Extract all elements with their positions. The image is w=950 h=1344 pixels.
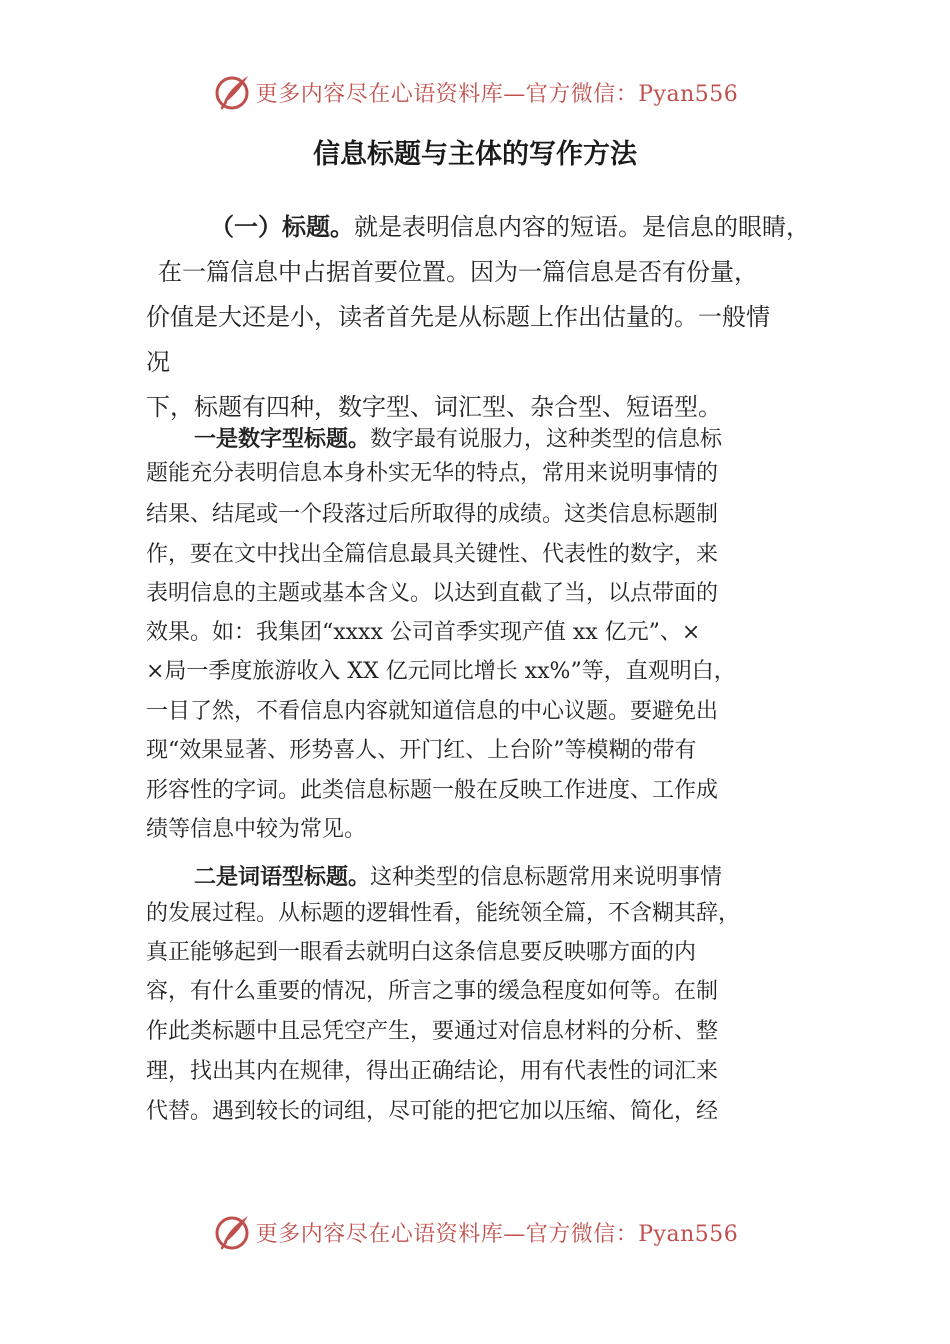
- section-heading-title: （一）标题。: [210, 213, 354, 241]
- feather-pen-logo-icon: [212, 72, 252, 112]
- feather-pen-logo-icon: [212, 1212, 252, 1252]
- banner-wechat-text: 官方微信：Pyan556: [525, 1221, 739, 1247]
- paragraph-2-line-4: 作，要在文中找出全篇信息最具关键性、代表性的数字，来: [146, 542, 719, 567]
- paragraph-1-line-2: 在一篇信息中占据首要位置。因为一篇信息是否有份量，: [158, 258, 758, 286]
- paragraph-3-line-3: 真正能够起到一眼看去就明白这条信息要反映哪方面的内: [146, 940, 697, 965]
- paragraph-2-line-5: 表明信息的主题或基本含义。以达到直截了当，以点带面的: [146, 581, 719, 606]
- paragraph-2-line-1: 一是数字型标题。数字最有说服力，这种类型的信息标: [194, 427, 723, 452]
- paragraph-1-line-4: 况: [146, 348, 170, 376]
- paragraph-3-line-5: 作此类标题中且忌凭空产生，要通过对信息材料的分析、整: [146, 1019, 719, 1044]
- banner-main-text: 更多内容尽在心语资料库: [255, 81, 504, 107]
- paragraph-1-line-3: 价值是大还是小，读者首先是从标题上作出估量的。一般情: [146, 303, 770, 331]
- paragraph-2-line-11: 绩等信息中较为常见。: [146, 817, 367, 842]
- subheading-numeric-title: 一是数字型标题。: [194, 427, 371, 452]
- paragraph-2-line-3: 结果、结尾或一个段落过后所取得的成绩。这类信息标题制: [146, 502, 719, 527]
- paragraph-1-line-5: 下，标题有四种，数字型、词汇型、杂合型、短语型。: [146, 393, 722, 421]
- page-title: 信息标题与主体的写作方法: [313, 139, 637, 170]
- banner-dash: —: [503, 81, 526, 107]
- banner-main-text: 更多内容尽在心语资料库: [255, 1221, 504, 1247]
- paragraph-2-line-10: 形容性的字词。此类信息标题一般在反映工作进度、工作成: [146, 778, 719, 803]
- paragraph-3-line-4: 容，有什么重要的情况，所言之事的缓急程度如何等。在制: [146, 979, 719, 1004]
- paragraph-2-line-2: 题能充分表明信息本身朴实无华的特点，常用来说明事情的: [146, 461, 719, 486]
- header-banner: [0, 70, 950, 114]
- subheading-word-title: 二是词语型标题。: [194, 865, 371, 890]
- paragraph-3-line-7: 代替。遇到较长的词组，尽可能的把它加以压缩、简化，经: [146, 1099, 719, 1124]
- paragraph-2-line-7: ×局一季度旅游收入 XX 亿元同比增长 xx%”等，直观明白，: [146, 659, 736, 684]
- footer-banner: [0, 1210, 950, 1254]
- banner-dash: —: [503, 1221, 526, 1247]
- banner-wechat-text: 官方微信：Pyan556: [525, 81, 739, 107]
- paragraph-2-line-9: 现“效果显著、形势喜人、开门红、上台阶”等模糊的带有: [146, 738, 697, 763]
- paragraph-3-line-6: 理，找出其内在规律，得出正确结论，用有代表性的词汇来: [146, 1059, 719, 1084]
- paragraph-2-line-6: 效果。如：我集团“xxxx 公司首季实现产值 xx 亿元”、×: [146, 620, 701, 645]
- paragraph-1-line-1: （一）标题。就是表明信息内容的短语。是信息的眼睛，: [210, 213, 810, 241]
- paragraph-3-line-2: 的发展过程。从标题的逻辑性看，能统领全篇，不含糊其辞，: [146, 901, 741, 926]
- paragraph-2-line-8: 一目了然，不看信息内容就知道信息的中心议题。要避免出: [146, 699, 719, 724]
- paragraph-3-line-1: 二是词语型标题。这种类型的信息标题常用来说明事情: [194, 865, 723, 890]
